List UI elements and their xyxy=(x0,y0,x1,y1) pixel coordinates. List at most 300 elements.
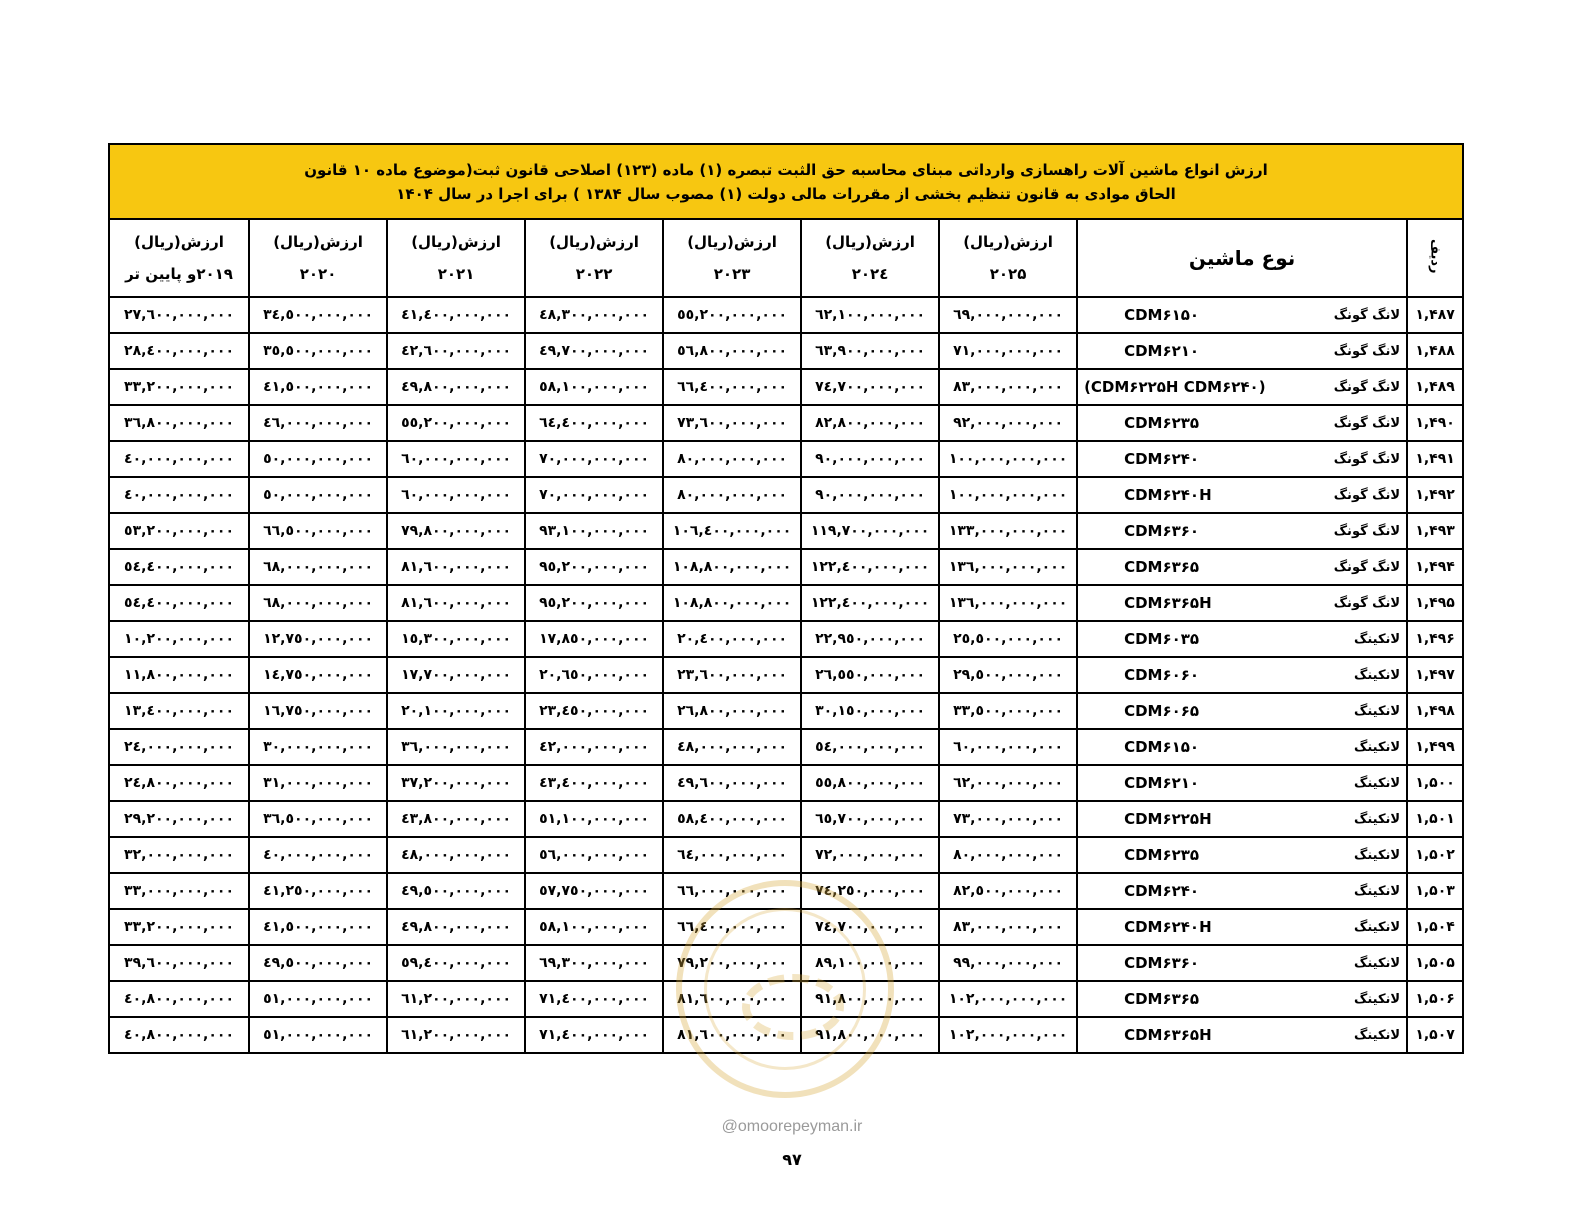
table-row xyxy=(109,657,1463,693)
value-2022: ٥۱,۱۰۰,۰۰۰,۰۰۰ xyxy=(525,801,663,837)
machine-value-table xyxy=(108,143,1464,1054)
header-machine xyxy=(1077,219,1407,297)
value-2020: ٥۱,۰۰۰,۰۰۰,۰۰۰ xyxy=(249,981,387,1017)
machine-brand: لانگ گونگ xyxy=(1333,307,1401,323)
value-2023: ٤۸,۰۰۰,۰۰۰,۰۰۰ xyxy=(663,729,801,765)
machine-cell-inner xyxy=(1084,990,1400,1008)
machine-cell-inner xyxy=(1084,846,1400,864)
value-2023: ٦٦,۰۰۰,۰۰۰,۰۰۰ xyxy=(663,873,801,909)
machine-brand: لانگ گونگ xyxy=(1333,379,1401,395)
value-2019: ۳۳,۰۰۰,۰۰۰,۰۰۰ xyxy=(109,873,249,909)
machine-model: CDM۶۲۴۰H xyxy=(1124,486,1212,504)
machine-cell-inner xyxy=(1084,630,1400,648)
value-2019: ۳٦,۸۰۰,۰۰۰,۰۰۰ xyxy=(109,405,249,441)
row-number: ۱,۴۹۷ xyxy=(1407,657,1463,693)
machine-cell xyxy=(1077,369,1407,405)
value-2023: ۷۳,٦۰۰,۰۰۰,۰۰۰ xyxy=(663,405,801,441)
value-2019: ۳۳,۲۰۰,۰۰۰,۰۰۰ xyxy=(109,909,249,945)
header-2022 xyxy=(525,219,663,297)
row-number: ۱,۴۹۴ xyxy=(1407,549,1463,585)
value-2019: ٤۰,۸۰۰,۰۰۰,۰۰۰ xyxy=(109,1017,249,1053)
machine-brand: لانکینگ xyxy=(1354,847,1401,863)
row-number: ۱,۵۰۵ xyxy=(1407,945,1463,981)
table-row xyxy=(109,549,1463,585)
value-2022: ٤۳,٤۰۰,۰۰۰,۰۰۰ xyxy=(525,765,663,801)
value-2024: ٥٤,۰۰۰,۰۰۰,۰۰۰ xyxy=(801,729,939,765)
table-row xyxy=(109,801,1463,837)
machine-cell-inner xyxy=(1084,522,1400,540)
value-2022: ۷۰,۰۰۰,۰۰۰,۰۰۰ xyxy=(525,477,663,513)
machine-model: CDM۶۳۶۵ xyxy=(1124,558,1200,576)
value-2024: ۷٤,۲٥۰,۰۰۰,۰۰۰ xyxy=(801,873,939,909)
table-row xyxy=(109,837,1463,873)
machine-cell xyxy=(1077,585,1407,621)
value-2025: ۲٥,٥۰۰,۰۰۰,۰۰۰ xyxy=(939,621,1077,657)
machine-model-group xyxy=(1084,378,1266,396)
value-2025: ۸۳,۰۰۰,۰۰۰,۰۰۰ xyxy=(939,369,1077,405)
value-2023: ۸۰,۰۰۰,۰۰۰,۰۰۰ xyxy=(663,477,801,513)
value-2023: ٦٦,٤۰۰,۰۰۰,۰۰۰ xyxy=(663,369,801,405)
value-2023: ٦٦,٤۰۰,۰۰۰,۰۰۰ xyxy=(663,909,801,945)
value-2024: ۸۹,۱۰۰,۰۰۰,۰۰۰ xyxy=(801,945,939,981)
value-2025: ۸۳,۰۰۰,۰۰۰,۰۰۰ xyxy=(939,909,1077,945)
value-2024: ۲۲,۹٥۰,۰۰۰,۰۰۰ xyxy=(801,621,939,657)
machine-brand: لانکینگ xyxy=(1354,955,1401,971)
machine-cell-inner xyxy=(1084,882,1400,900)
machine-cell xyxy=(1077,909,1407,945)
value-2023: ۷۹,۲۰۰,۰۰۰,۰۰۰ xyxy=(663,945,801,981)
value-2023: ۸۰,۰۰۰,۰۰۰,۰۰۰ xyxy=(663,441,801,477)
value-2025: ۹۲,۰۰۰,۰۰۰,۰۰۰ xyxy=(939,405,1077,441)
header-radif xyxy=(1407,219,1463,297)
machine-cell xyxy=(1077,981,1407,1017)
machine-cell-inner xyxy=(1084,558,1400,576)
header-value-label: ارزش(ریال) xyxy=(687,233,777,251)
machine-model: CDM۶۳۶۵H xyxy=(1124,1026,1212,1044)
machine-model: CDM۶۲۲۵H xyxy=(1124,810,1212,828)
table-row xyxy=(109,477,1463,513)
value-2025: ۸۲,٥۰۰,۰۰۰,۰۰۰ xyxy=(939,873,1077,909)
row-number: ۱,۵۰۶ xyxy=(1407,981,1463,1017)
machine-brand: لانگ گونگ xyxy=(1333,415,1401,431)
machine-cell xyxy=(1077,441,1407,477)
value-2020: ٦۸,۰۰۰,۰۰۰,۰۰۰ xyxy=(249,585,387,621)
row-number: ۱,۴۹۰ xyxy=(1407,405,1463,441)
value-2024: ۷٤,۷۰۰,۰۰۰,۰۰۰ xyxy=(801,369,939,405)
value-2023: ۱۰۸,۸۰۰,۰۰۰,۰۰۰ xyxy=(663,549,801,585)
row-number: ۱,۵۰۷ xyxy=(1407,1017,1463,1053)
value-2024: ۱۲۲,٤۰۰,۰۰۰,۰۰۰ xyxy=(801,549,939,585)
value-2019: ٥۳,۲۰۰,۰۰۰,۰۰۰ xyxy=(109,513,249,549)
header-value-label: ارزش(ریال) xyxy=(825,233,915,251)
machine-brand: لانکینگ xyxy=(1354,919,1401,935)
value-2024: ۷٤,۷۰۰,۰۰۰,۰۰۰ xyxy=(801,909,939,945)
value-2021: ٤۳,۸۰۰,۰۰۰,۰۰۰ xyxy=(387,801,525,837)
machine-cell xyxy=(1077,1017,1407,1053)
machine-brand: لانگ گونگ xyxy=(1333,343,1401,359)
machine-cell xyxy=(1077,945,1407,981)
value-2021: ٤۹,٥۰۰,۰۰۰,۰۰۰ xyxy=(387,873,525,909)
header-2025 xyxy=(939,219,1077,297)
value-2023: ۱۰۸,۸۰۰,۰۰۰,۰۰۰ xyxy=(663,585,801,621)
machine-brand: لانکینگ xyxy=(1354,883,1401,899)
table-row xyxy=(109,333,1463,369)
value-2024: ٥٥,۸۰۰,۰۰۰,۰۰۰ xyxy=(801,765,939,801)
value-2022: ۷۱,٤۰۰,۰۰۰,۰۰۰ xyxy=(525,981,663,1017)
value-2024: ۱۲۲,٤۰۰,۰۰۰,۰۰۰ xyxy=(801,585,939,621)
value-2021: ٦۰,۰۰۰,۰۰۰,۰۰۰ xyxy=(387,477,525,513)
value-2021: ٥٥,۲۰۰,۰۰۰,۰۰۰ xyxy=(387,405,525,441)
machine-brand: لانگ گونگ xyxy=(1333,487,1401,503)
value-2023: ٥۸,٤۰۰,۰۰۰,۰۰۰ xyxy=(663,801,801,837)
value-2021: ۱٥,۳۰۰,۰۰۰,۰۰۰ xyxy=(387,621,525,657)
table-row xyxy=(109,873,1463,909)
value-2019: ٤۰,۰۰۰,۰۰۰,۰۰۰ xyxy=(109,477,249,513)
value-2024: ٦٥,۷۰۰,۰۰۰,۰۰۰ xyxy=(801,801,939,837)
machine-model: CDM۶۰۶۰ xyxy=(1124,666,1200,684)
machine-cell-inner xyxy=(1084,666,1400,684)
value-2020: ٤۱,٥۰۰,۰۰۰,۰۰۰ xyxy=(249,369,387,405)
value-2024: ۱۱۹,۷۰۰,۰۰۰,۰۰۰ xyxy=(801,513,939,549)
header-value-label: ارزش(ریال) xyxy=(963,233,1053,251)
row-number: ۱,۵۰۱ xyxy=(1407,801,1463,837)
machine-brand: لانکینگ xyxy=(1354,1027,1401,1043)
machine-model: CDM۶۳۶۰ xyxy=(1124,522,1200,540)
machine-cell xyxy=(1077,549,1407,585)
value-2019: ۲۹,۲۰۰,۰۰۰,۰۰۰ xyxy=(109,801,249,837)
value-2021: ۸۱,٦۰۰,۰۰۰,۰۰۰ xyxy=(387,549,525,585)
header-value-label: ارزش(ریال) xyxy=(411,233,501,251)
machine-cell xyxy=(1077,513,1407,549)
value-2024: ٦۳,۹۰۰,۰۰۰,۰۰۰ xyxy=(801,333,939,369)
table-title-line-2: الحاق موادی به قانون تنظیم بخشی از مقررات مالی دولت (۱) مصوب سال ۱۳۸۴ ) برای اجرا در سال ۱۴۰۴ xyxy=(396,184,1176,203)
machine-model: CDM۶۳۶۰ xyxy=(1124,954,1200,972)
value-2023: ٤۹,٦۰۰,۰۰۰,۰۰۰ xyxy=(663,765,801,801)
value-2019: ٥٤,٤۰۰,۰۰۰,۰۰۰ xyxy=(109,585,249,621)
value-2021: ٤۲,٦۰۰,۰۰۰,۰۰۰ xyxy=(387,333,525,369)
value-2023: ٦٤,۰۰۰,۰۰۰,۰۰۰ xyxy=(663,837,801,873)
site-watermark-text: @omoorepeyman.ir xyxy=(721,1118,863,1135)
value-2020: ٤۱,۲٥۰,۰۰۰,۰۰۰ xyxy=(249,873,387,909)
value-2023: ۲۳,٦۰۰,۰۰۰,۰۰۰ xyxy=(663,657,801,693)
value-2023: ٥٥,۲۰۰,۰۰۰,۰۰۰ xyxy=(663,297,801,333)
machine-model: CDM۶۱۵۰ xyxy=(1124,306,1200,324)
value-2020: ٤۹,٥۰۰,۰۰۰,۰۰۰ xyxy=(249,945,387,981)
value-2019: ۱۳,٤۰۰,۰۰۰,۰۰۰ xyxy=(109,693,249,729)
machine-cell xyxy=(1077,657,1407,693)
value-2022: ۱۷,۸٥۰,۰۰۰,۰۰۰ xyxy=(525,621,663,657)
value-2020: ٦۸,۰۰۰,۰۰۰,۰۰۰ xyxy=(249,549,387,585)
machine-brand: لانکینگ xyxy=(1354,739,1401,755)
table-row xyxy=(109,693,1463,729)
value-2022: ٥٦,۰۰۰,۰۰۰,۰۰۰ xyxy=(525,837,663,873)
machine-model: CDM۶۲۱۰ xyxy=(1124,774,1200,792)
value-2020: ٥۱,۰۰۰,۰۰۰,۰۰۰ xyxy=(249,1017,387,1053)
row-number: ۱,۵۰۰ xyxy=(1407,765,1463,801)
machine-cell-inner xyxy=(1084,954,1400,972)
machine-cell xyxy=(1077,801,1407,837)
machine-brand: لانگ گونگ xyxy=(1333,523,1401,539)
row-number: ۱,۴۹۶ xyxy=(1407,621,1463,657)
machine-model: CDM۶۲۴۰ xyxy=(1124,882,1200,900)
machine-model: CDM۶۳۶۵ xyxy=(1124,990,1200,1008)
value-2025: ۱۳٦,۰۰۰,۰۰۰,۰۰۰ xyxy=(939,585,1077,621)
machine-model: CDM۶۲۲۵H CDM۶۲۴۰) xyxy=(1090,378,1266,396)
value-2020: ۳٤,٥۰۰,۰۰۰,۰۰۰ xyxy=(249,297,387,333)
machine-brand: لانکینگ xyxy=(1354,667,1401,683)
row-number: ۱,۴۹۲ xyxy=(1407,477,1463,513)
value-2025: ۱۰۰,۰۰۰,۰۰۰,۰۰۰ xyxy=(939,477,1077,513)
value-2022: ۹۳,۱۰۰,۰۰۰,۰۰۰ xyxy=(525,513,663,549)
value-2022: ٥۷,۷٥۰,۰۰۰,۰۰۰ xyxy=(525,873,663,909)
machine-model: CDM۶۱۵۰ xyxy=(1124,738,1200,756)
machine-brand: لانگ گونگ xyxy=(1333,595,1401,611)
header-year: ۲۰۲۳ xyxy=(713,265,751,283)
machine-model: CDM۶۳۶۵H xyxy=(1124,594,1212,612)
value-2022: ۹٥,۲۰۰,۰۰۰,۰۰۰ xyxy=(525,585,663,621)
value-2020: ۳٥,٥۰۰,۰۰۰,۰۰۰ xyxy=(249,333,387,369)
machine-cell-inner xyxy=(1084,918,1400,936)
value-2024: ۸۲,۸۰۰,۰۰۰,۰۰۰ xyxy=(801,405,939,441)
row-number: ۱,۴۹۵ xyxy=(1407,585,1463,621)
header-2019 xyxy=(109,219,249,297)
machine-cell xyxy=(1077,405,1407,441)
machine-cell xyxy=(1077,729,1407,765)
value-2025: ٦۲,۰۰۰,۰۰۰,۰۰۰ xyxy=(939,765,1077,801)
page-number: ۹۷ xyxy=(782,1150,802,1169)
value-2019: ۲٤,۸۰۰,۰۰۰,۰۰۰ xyxy=(109,765,249,801)
table-row xyxy=(109,405,1463,441)
machine-cell-inner xyxy=(1084,774,1400,792)
machine-model: CDM۶۰۳۵ xyxy=(1124,630,1200,648)
machine-cell-inner xyxy=(1084,738,1400,756)
machine-model: CDM۶۰۶۵ xyxy=(1124,702,1200,720)
row-number: ۱,۵۰۲ xyxy=(1407,837,1463,873)
value-2022: ٦۹,۳۰۰,۰۰۰,۰۰۰ xyxy=(525,945,663,981)
table-row xyxy=(109,945,1463,981)
machine-cell-inner xyxy=(1084,1026,1400,1044)
value-2022: ٦٤,٤۰۰,۰۰۰,۰۰۰ xyxy=(525,405,663,441)
table-row xyxy=(109,585,1463,621)
machine-brand: لانکینگ xyxy=(1354,703,1401,719)
machine-cell xyxy=(1077,765,1407,801)
row-number: ۱,۴۸۷ xyxy=(1407,297,1463,333)
value-2025: ۱۳۳,۰۰۰,۰۰۰,۰۰۰ xyxy=(939,513,1077,549)
value-2021: ٦۱,۲۰۰,۰۰۰,۰۰۰ xyxy=(387,981,525,1017)
value-2024: ۲٦,٥٥۰,۰۰۰,۰۰۰ xyxy=(801,657,939,693)
value-2025: ۳۳,٥۰۰,۰۰۰,۰۰۰ xyxy=(939,693,1077,729)
value-2021: ٦۰,۰۰۰,۰۰۰,۰۰۰ xyxy=(387,441,525,477)
header-value-label: ارزش(ریال) xyxy=(134,233,224,251)
table-row xyxy=(109,621,1463,657)
value-2024: ۷۲,۰۰۰,۰۰۰,۰۰۰ xyxy=(801,837,939,873)
value-2020: ٤۱,٥۰۰,۰۰۰,۰۰۰ xyxy=(249,909,387,945)
value-2025: ۱۰۲,۰۰۰,۰۰۰,۰۰۰ xyxy=(939,1017,1077,1053)
value-2021: ٤۹,۸۰۰,۰۰۰,۰۰۰ xyxy=(387,369,525,405)
machine-cell-inner xyxy=(1084,414,1400,432)
header-radif-label: ردیف xyxy=(1427,238,1443,274)
value-2023: ۲٦,۸۰۰,۰۰۰,۰۰۰ xyxy=(663,693,801,729)
value-2019: ۳۲,۰۰۰,۰۰۰,۰۰۰ xyxy=(109,837,249,873)
row-number: ۱,۴۸۹ xyxy=(1407,369,1463,405)
machine-model: CDM۶۲۳۵ xyxy=(1124,846,1200,864)
value-2020: ٥۰,۰۰۰,۰۰۰,۰۰۰ xyxy=(249,441,387,477)
table-row xyxy=(109,441,1463,477)
table-row xyxy=(109,369,1463,405)
value-2021: ٤۱,٤۰۰,۰۰۰,۰۰۰ xyxy=(387,297,525,333)
value-2025: ۱۰۲,۰۰۰,۰۰۰,۰۰۰ xyxy=(939,981,1077,1017)
row-number: ۱,۴۹۹ xyxy=(1407,729,1463,765)
value-2024: ۹۱,۸۰۰,۰۰۰,۰۰۰ xyxy=(801,981,939,1017)
price-table-container xyxy=(108,143,1462,1054)
value-2023: ۸۱,٦۰۰,۰۰۰,۰۰۰ xyxy=(663,981,801,1017)
value-2022: ۲۳,٤٥۰,۰۰۰,۰۰۰ xyxy=(525,693,663,729)
header-value-label: ارزش(ریال) xyxy=(549,233,639,251)
value-2022: ٤۲,۰۰۰,۰۰۰,۰۰۰ xyxy=(525,729,663,765)
machine-brand: لانگ گونگ xyxy=(1333,559,1401,575)
header-machine-label: نوع ماشین xyxy=(1188,246,1296,270)
value-2020: ٤٦,۰۰۰,۰۰۰,۰۰۰ xyxy=(249,405,387,441)
value-2024: ۳۰,۱٥۰,۰۰۰,۰۰۰ xyxy=(801,693,939,729)
value-2021: ۷۹,۸۰۰,۰۰۰,۰۰۰ xyxy=(387,513,525,549)
value-2022: ۹٥,۲۰۰,۰۰۰,۰۰۰ xyxy=(525,549,663,585)
value-2025: ۹۹,۰۰۰,۰۰۰,۰۰۰ xyxy=(939,945,1077,981)
value-2020: ٥۰,۰۰۰,۰۰۰,۰۰۰ xyxy=(249,477,387,513)
machine-cell xyxy=(1077,873,1407,909)
value-2023: ٥٦,۸۰۰,۰۰۰,۰۰۰ xyxy=(663,333,801,369)
table-row xyxy=(109,513,1463,549)
value-2021: ٤۹,۸۰۰,۰۰۰,۰۰۰ xyxy=(387,909,525,945)
value-2022: ۷۰,۰۰۰,۰۰۰,۰۰۰ xyxy=(525,441,663,477)
value-2023: ۸۱,٦۰۰,۰۰۰,۰۰۰ xyxy=(663,1017,801,1053)
value-2020: ۳٦,٥۰۰,۰۰۰,۰۰۰ xyxy=(249,801,387,837)
row-number: ۱,۴۹۳ xyxy=(1407,513,1463,549)
value-2022: ۷۱,٤۰۰,۰۰۰,۰۰۰ xyxy=(525,1017,663,1053)
value-2025: ٦۰,۰۰۰,۰۰۰,۰۰۰ xyxy=(939,729,1077,765)
machine-cell-inner xyxy=(1084,378,1400,396)
value-2020: ٤۰,۰۰۰,۰۰۰,۰۰۰ xyxy=(249,837,387,873)
machine-cell xyxy=(1077,477,1407,513)
row-number: ۱,۵۰۴ xyxy=(1407,909,1463,945)
machine-cell xyxy=(1077,837,1407,873)
value-2020: ٦٦,٥۰۰,۰۰۰,۰۰۰ xyxy=(249,513,387,549)
machine-cell xyxy=(1077,333,1407,369)
value-2025: ۲۹,٥۰۰,۰۰۰,۰۰۰ xyxy=(939,657,1077,693)
header-year: ۲۰۲٤ xyxy=(851,265,889,283)
machine-cell-inner xyxy=(1084,342,1400,360)
table-row xyxy=(109,909,1463,945)
table-row xyxy=(109,981,1463,1017)
value-2025: ۱۳٦,۰۰۰,۰۰۰,۰۰۰ xyxy=(939,549,1077,585)
value-2019: ۲٤,۰۰۰,۰۰۰,۰۰۰ xyxy=(109,729,249,765)
machine-model: CDM۶۲۴۰ xyxy=(1124,450,1200,468)
value-2025: ۷۳,۰۰۰,۰۰۰,۰۰۰ xyxy=(939,801,1077,837)
value-2024: ۹۱,۸۰۰,۰۰۰,۰۰۰ xyxy=(801,1017,939,1053)
header-2024 xyxy=(801,219,939,297)
value-2025: ۸۰,۰۰۰,۰۰۰,۰۰۰ xyxy=(939,837,1077,873)
value-2020: ۳۱,۰۰۰,۰۰۰,۰۰۰ xyxy=(249,765,387,801)
value-2025: ۱۰۰,۰۰۰,۰۰۰,۰۰۰ xyxy=(939,441,1077,477)
machine-model-prefix: ( xyxy=(1084,378,1091,396)
value-2024: ٦۲,۱۰۰,۰۰۰,۰۰۰ xyxy=(801,297,939,333)
header-year: ۲۰۲۲ xyxy=(575,265,613,283)
row-number: ۱,۴۹۸ xyxy=(1407,693,1463,729)
value-2021: ٦۱,۲۰۰,۰۰۰,۰۰۰ xyxy=(387,1017,525,1053)
value-2019: ۳۹,٦۰۰,۰۰۰,۰۰۰ xyxy=(109,945,249,981)
machine-cell xyxy=(1077,693,1407,729)
row-number: ۱,۴۸۸ xyxy=(1407,333,1463,369)
table-row xyxy=(109,729,1463,765)
value-2021: ٥۹,٤۰۰,۰۰۰,۰۰۰ xyxy=(387,945,525,981)
value-2021: ۲۰,۱۰۰,۰۰۰,۰۰۰ xyxy=(387,693,525,729)
header-year: ۲۰۲۱ xyxy=(437,265,475,283)
header-year: ۲۰۲۰ xyxy=(299,265,337,283)
table-row xyxy=(109,1017,1463,1053)
header-2021 xyxy=(387,219,525,297)
machine-model: CDM۶۲۳۵ xyxy=(1124,414,1200,432)
machine-brand: لانکینگ xyxy=(1354,631,1401,647)
value-2021: ۸۱,٦۰۰,۰۰۰,۰۰۰ xyxy=(387,585,525,621)
value-2022: ٥۸,۱۰۰,۰۰۰,۰۰۰ xyxy=(525,369,663,405)
header-year: ۲۰۲۵ xyxy=(989,265,1027,283)
machine-brand: لانگ گونگ xyxy=(1333,451,1401,467)
machine-cell xyxy=(1077,297,1407,333)
value-2020: ۱٦,۷٥۰,۰۰۰,۰۰۰ xyxy=(249,693,387,729)
value-2019: ۳۳,۲۰۰,۰۰۰,۰۰۰ xyxy=(109,369,249,405)
value-2021: ۳٦,۰۰۰,۰۰۰,۰۰۰ xyxy=(387,729,525,765)
value-2020: ۳۰,۰۰۰,۰۰۰,۰۰۰ xyxy=(249,729,387,765)
table-title xyxy=(109,144,1463,219)
value-2021: ٤۸,۰۰۰,۰۰۰,۰۰۰ xyxy=(387,837,525,873)
machine-cell-inner xyxy=(1084,702,1400,720)
header-year: ۲۰۱۹و پایین تر xyxy=(125,265,233,283)
value-2022: ٤۸,۳۰۰,۰۰۰,۰۰۰ xyxy=(525,297,663,333)
machine-cell-inner xyxy=(1084,306,1400,324)
value-2021: ۳۷,۲۰۰,۰۰۰,۰۰۰ xyxy=(387,765,525,801)
machine-cell-inner xyxy=(1084,594,1400,612)
value-2020: ۱۲,۷٥۰,۰۰۰,۰۰۰ xyxy=(249,621,387,657)
machine-model: CDM۶۲۴۰H xyxy=(1124,918,1212,936)
header-2020 xyxy=(249,219,387,297)
machine-cell-inner xyxy=(1084,450,1400,468)
value-2025: ٦۹,۰۰۰,۰۰۰,۰۰۰ xyxy=(939,297,1077,333)
header-value-label: ارزش(ریال) xyxy=(273,233,363,251)
value-2019: ٥٤,٤۰۰,۰۰۰,۰۰۰ xyxy=(109,549,249,585)
value-2024: ۹۰,۰۰۰,۰۰۰,۰۰۰ xyxy=(801,441,939,477)
table-title-line-1: ارزش انواع ماشین آلات راهسازی وارداتی مبنای محاسبه حق الثبت تبصره (۱) ماده (۱۲۳) اصلاحی قانون ثبت(موضوع ماده ۱۰ قانون xyxy=(304,160,1268,179)
machine-cell xyxy=(1077,621,1407,657)
machine-cell-inner xyxy=(1084,486,1400,504)
value-2019: ٤۰,۸۰۰,۰۰۰,۰۰۰ xyxy=(109,981,249,1017)
row-number: ۱,۴۹۱ xyxy=(1407,441,1463,477)
value-2019: ٤۰,۰۰۰,۰۰۰,۰۰۰ xyxy=(109,441,249,477)
value-2019: ۱۰,۲۰۰,۰۰۰,۰۰۰ xyxy=(109,621,249,657)
value-2019: ۲۷,٦۰۰,۰۰۰,۰۰۰ xyxy=(109,297,249,333)
value-2022: ٥۸,۱۰۰,۰۰۰,۰۰۰ xyxy=(525,909,663,945)
value-2020: ۱٤,۷٥۰,۰۰۰,۰۰۰ xyxy=(249,657,387,693)
machine-brand: لانکینگ xyxy=(1354,991,1401,1007)
value-2022: ٤۹,۷۰۰,۰۰۰,۰۰۰ xyxy=(525,333,663,369)
value-2019: ۱۱,۸۰۰,۰۰۰,۰۰۰ xyxy=(109,657,249,693)
machine-brand: لانکینگ xyxy=(1354,775,1401,791)
value-2022: ۲۰,٦٥۰,۰۰۰,۰۰۰ xyxy=(525,657,663,693)
value-2024: ۹۰,۰۰۰,۰۰۰,۰۰۰ xyxy=(801,477,939,513)
value-2023: ۲۰,٤۰۰,۰۰۰,۰۰۰ xyxy=(663,621,801,657)
row-number: ۱,۵۰۳ xyxy=(1407,873,1463,909)
value-2019: ۲۸,٤۰۰,۰۰۰,۰۰۰ xyxy=(109,333,249,369)
table-row xyxy=(109,297,1463,333)
value-2021: ۱۷,۷۰۰,۰۰۰,۰۰۰ xyxy=(387,657,525,693)
